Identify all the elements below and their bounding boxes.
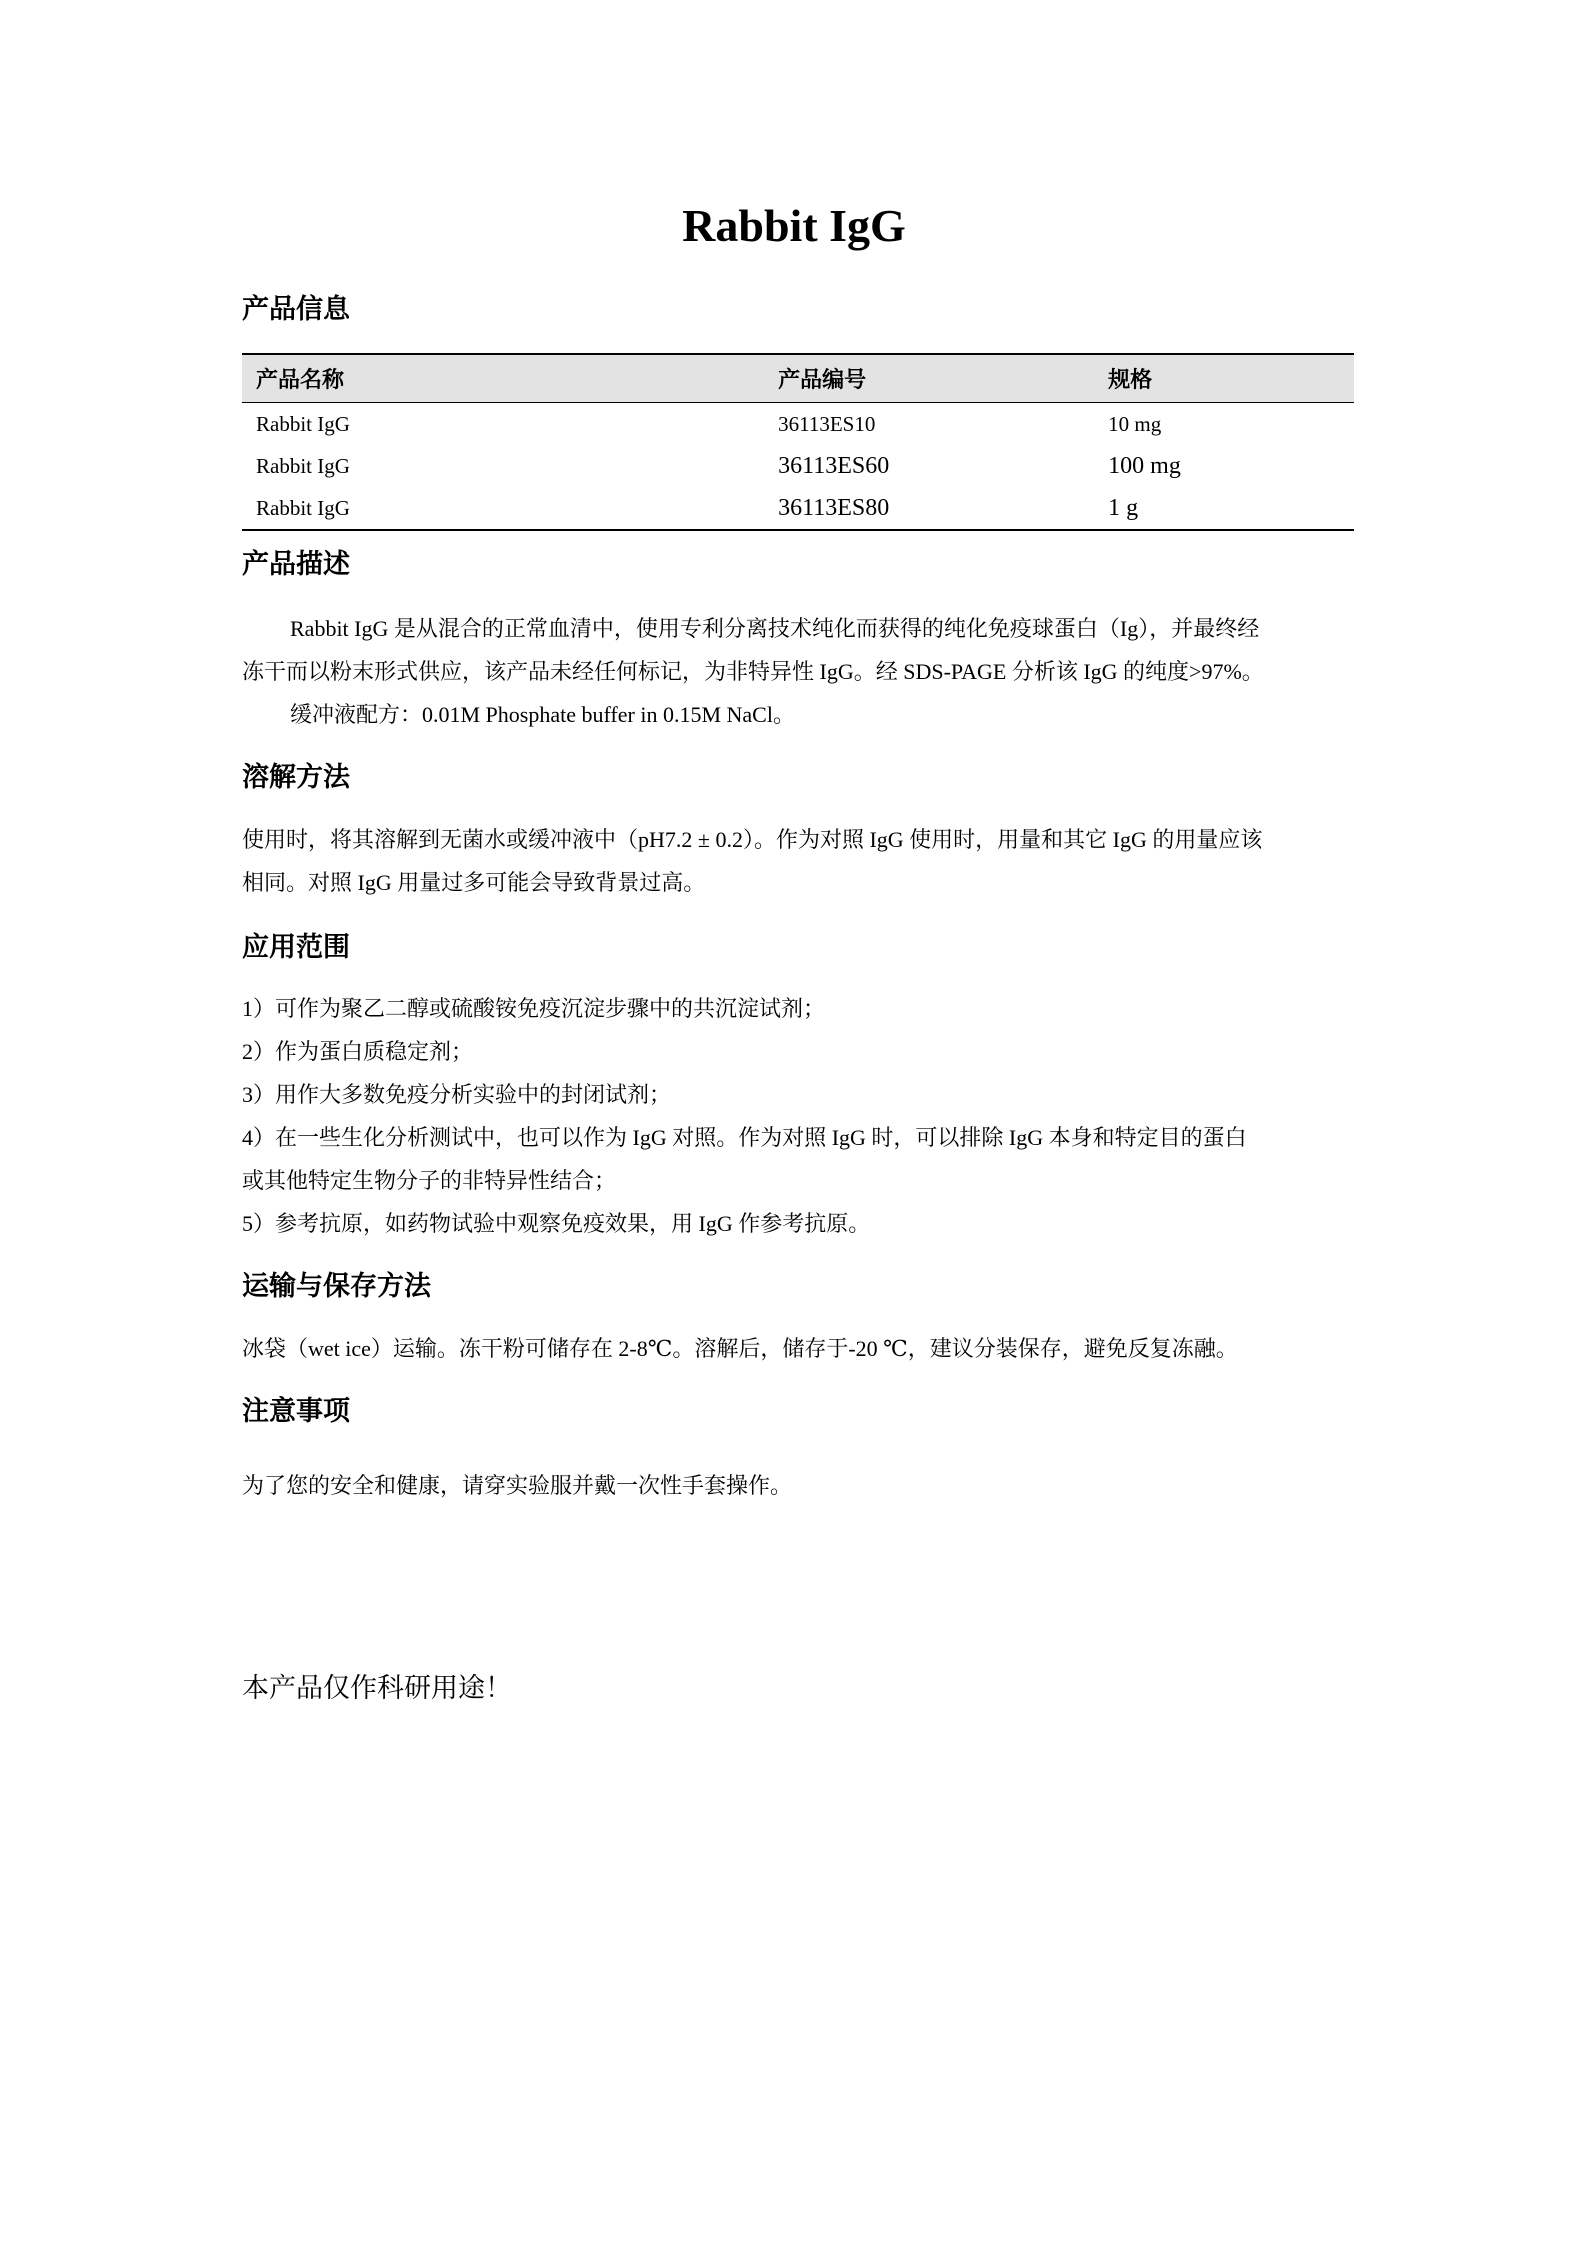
list-item: 2）作为蛋白质稳定剂；	[242, 1039, 474, 1064]
storage-heading: 运输与保存方法	[242, 1271, 431, 1301]
cell-spec: 10 mg	[1108, 411, 1162, 436]
product-info-table	[242, 353, 1354, 531]
table-row	[242, 403, 1354, 446]
cell-name: Rabbit IgG	[256, 495, 350, 520]
cell-code: 36113ES60	[778, 452, 890, 479]
table-header-row	[242, 354, 1354, 403]
cell-name: Rabbit IgG	[256, 411, 350, 436]
applications-heading: 应用范围	[242, 932, 350, 962]
research-use-only-note: 本产品仅作科研用途！	[242, 1673, 512, 1703]
document-title: Rabbit IgG	[682, 200, 906, 251]
product-info-heading: 产品信息	[242, 294, 350, 324]
cell-code: 36113ES10	[778, 411, 876, 436]
notes-text	[242, 1464, 1354, 1507]
list-item: 或其他特定生物分子的非特异性结合；	[242, 1168, 617, 1193]
column-header-name: 产品名称	[256, 367, 345, 392]
cell-name: Rabbit IgG	[256, 453, 350, 478]
storage-line-1: 冰袋（wet ice）运输。冻干粉可储存在 2-8℃。溶解后，储存于-20 ℃，建议分装保存，避免反复冻融。	[242, 1336, 1238, 1361]
column-header-code: 产品编号	[778, 367, 867, 392]
table-row	[242, 487, 1354, 530]
notes-line-1: 为了您的安全和健康，请穿实验服并戴一次性手套操作。	[242, 1473, 793, 1498]
description-text	[242, 607, 1354, 736]
buffer-formula-line: 缓冲液配方：0.01M Phosphate buffer in 0.15M NaCl。	[290, 702, 795, 727]
description-line-1: Rabbit IgG 是从混合的正常血清中，使用专利分离技术纯化而获得的纯化免疫球蛋白（Ig），并最终经	[290, 616, 1260, 641]
dissolution-heading: 溶解方法	[242, 762, 350, 792]
list-item: 4）在一些生化分析测试中，也可以作为 IgG 对照。作为对照 IgG 时，可以排除 IgG 本身和特定目的蛋白	[242, 1125, 1247, 1150]
list-item: 3）用作大多数免疫分析实验中的封闭试剂；	[242, 1082, 672, 1107]
cell-spec: 100 mg	[1108, 452, 1181, 479]
column-header-spec: 规格	[1108, 367, 1153, 392]
applications-list	[242, 987, 1354, 1245]
dissolution-line-1: 使用时，将其溶解到无菌水或缓冲液中（pH7.2 ± 0.2）。作为对照 IgG 使用时，用量和其它 IgG 的用量应该	[242, 827, 1263, 852]
cell-code: 36113ES80	[778, 494, 890, 521]
storage-text	[242, 1327, 1354, 1370]
dissolution-text	[242, 818, 1354, 904]
notes-heading: 注意事项	[242, 1396, 350, 1426]
list-item: 1）可作为聚乙二醇或硫酸铵免疫沉淀步骤中的共沉淀试剂；	[242, 996, 826, 1021]
description-line-2: 冻干而以粉末形式供应，该产品未经任何标记，为非特异性 IgG。经 SDS-PAGE 分析该 IgG 的纯度>97%。	[242, 659, 1264, 684]
list-item: 5）参考抗原，如药物试验中观察免疫效果，用 IgG 作参考抗原。	[242, 1211, 871, 1236]
description-heading: 产品描述	[242, 549, 350, 579]
cell-spec: 1 g	[1108, 494, 1139, 521]
table-row	[242, 445, 1354, 487]
dissolution-line-2: 相同。对照 IgG 用量过多可能会导致背景过高。	[242, 870, 706, 895]
